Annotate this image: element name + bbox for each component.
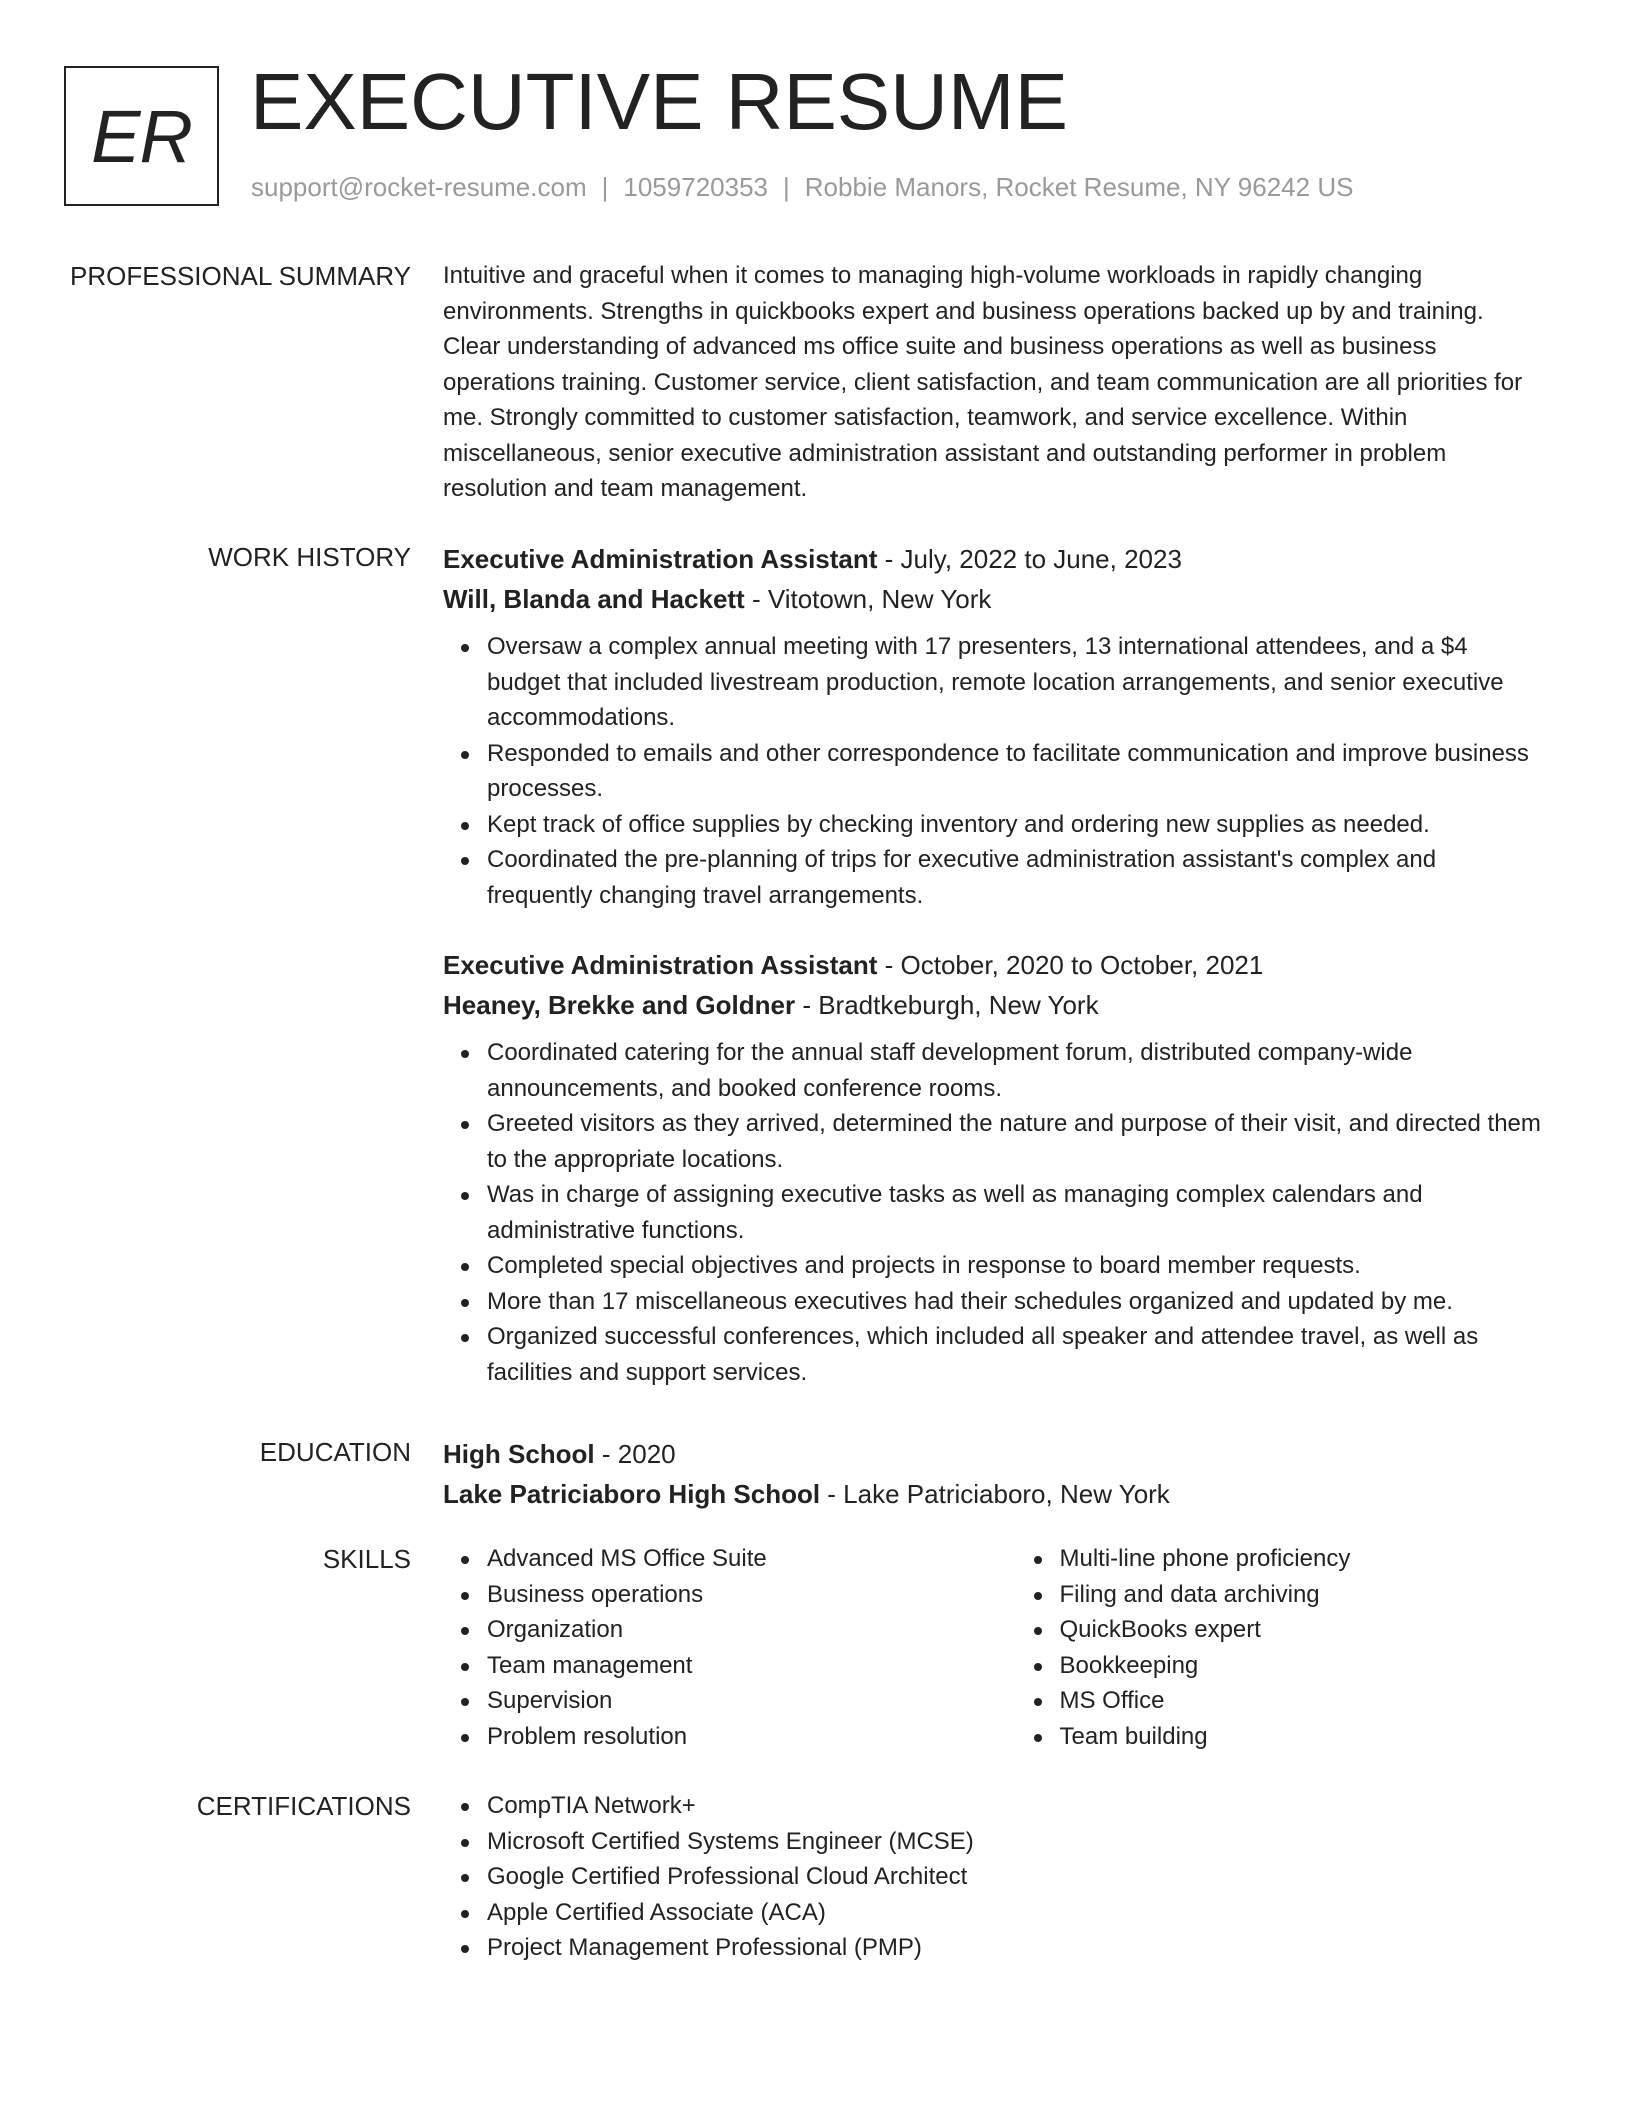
job-bullets: [443, 1035, 1543, 1390]
education-school: Lake Patriciaboro High School: [443, 1479, 821, 1509]
job-entry: [443, 945, 1543, 1390]
education-degree: High School: [443, 1439, 595, 1469]
certification-item: Google Certified Professional Cloud Architect: [487, 1859, 1543, 1895]
certification-item: Project Management Professional (PMP): [487, 1930, 1543, 1966]
certifications-list: [443, 1788, 1543, 1966]
page-title: EXECUTIVE RESUME: [250, 57, 1068, 146]
list-item: Oversaw a complex annual meeting with 17 presenters, 13 international attendees, and a $4 budget that included livestream production, remote location arrangements, and senior executive accommodations.: [487, 629, 1543, 736]
job-company-line: [443, 985, 1543, 1025]
job-title: Executive Administration Assistant: [443, 544, 878, 574]
section-label-summary: PROFESSIONAL SUMMARY: [70, 261, 411, 291]
job-dates: - October, 2020 to October, 2021: [877, 950, 1264, 980]
skill-item: Team building: [1060, 1719, 1544, 1755]
contact-separator: |: [783, 172, 790, 202]
skills-list-right: [1016, 1541, 1544, 1754]
section-label-education: EDUCATION: [259, 1437, 411, 1467]
job-bullets: [443, 629, 1543, 913]
job-title-line: [443, 539, 1543, 579]
contact-email[interactable]: support@rocket-resume.com: [251, 172, 587, 202]
job-title: Executive Administration Assistant: [443, 950, 878, 980]
list-item: Responded to emails and other correspondence to facilitate communication and improve business processes.: [487, 736, 1543, 807]
skills-columns: [443, 1541, 1543, 1754]
education-degree-line: [443, 1434, 1543, 1474]
summary-text: Intuitive and graceful when it comes to managing high-volume workloads in rapidly changing environments. Strengths in quickbooks expert and business operations backed up by and training. Clear understanding of advanced ms office suite and business operations as well as business operations training. Customer service, client satisfaction, and team communication are all priorities for me. Strongly committed to customer satisfaction, teamwork, and service excellence. Within miscellaneous, senior executive administration assistant and outstanding performer in problem resolution and team management.: [443, 262, 1523, 502]
contact-line: [251, 172, 1353, 203]
section-label-skills: SKILLS: [322, 1544, 411, 1574]
skill-item: QuickBooks expert: [1060, 1612, 1544, 1648]
contact-separator: |: [601, 172, 609, 202]
list-item: More than 17 miscellaneous executives had their schedules organized and updated by me.: [487, 1284, 1543, 1320]
job-location: - Bradtkeburgh, New York: [795, 990, 1099, 1020]
skill-item: Business operations: [487, 1577, 971, 1613]
certification-item: Apple Certified Associate (ACA): [487, 1895, 1543, 1931]
certification-item: CompTIA Network+: [487, 1788, 1543, 1824]
skill-item: Problem resolution: [487, 1719, 971, 1755]
list-item: Completed special objectives and projects in response to board member requests.: [487, 1248, 1543, 1284]
certification-item: Microsoft Certified Systems Engineer (MCSE): [487, 1824, 1543, 1860]
skill-item: Bookkeeping: [1060, 1648, 1544, 1684]
contact-phone: 1059720353: [623, 172, 768, 202]
monogram-logo: ER: [64, 66, 219, 206]
list-item: Greeted visitors as they arrived, determined the nature and purpose of their visit, and directed them to the appropriate locations.: [487, 1106, 1543, 1177]
section-label-certifications: CERTIFICATIONS: [196, 1791, 411, 1821]
list-item: Organized successful conferences, which included all speaker and attendee travel, as well as facilities and support services.: [487, 1319, 1543, 1390]
job-dates: - July, 2022 to June, 2023: [877, 544, 1182, 574]
job-title-line: [443, 945, 1543, 985]
skill-item: Team management: [487, 1648, 971, 1684]
contact-address: Robbie Manors, Rocket Resume, NY 96242 US: [804, 172, 1354, 202]
job-company-line: [443, 579, 1543, 619]
skill-item: Multi-line phone proficiency: [1060, 1541, 1544, 1577]
section-label-work-history: WORK HISTORY: [208, 542, 411, 572]
education-school-line: [443, 1474, 1543, 1514]
education-location: - Lake Patriciaboro, New York: [820, 1479, 1170, 1509]
skill-item: Organization: [487, 1612, 971, 1648]
list-item: Kept track of office supplies by checking inventory and ordering new supplies as needed.: [487, 807, 1543, 843]
list-item: Coordinated catering for the annual staff development forum, distributed company-wide announcements, and booked conference rooms.: [487, 1035, 1543, 1106]
skills-list-left: [443, 1541, 971, 1754]
job-entry: [443, 539, 1543, 913]
job-company: Will, Blanda and Hackett: [443, 584, 745, 614]
skill-item: Supervision: [487, 1683, 971, 1719]
skill-item: Filing and data archiving: [1060, 1577, 1544, 1613]
list-item: Was in charge of assigning executive tasks as well as managing complex calendars and administrative functions.: [487, 1177, 1543, 1248]
job-location: - Vitotown, New York: [744, 584, 992, 614]
education-year: - 2020: [594, 1439, 676, 1469]
skill-item: Advanced MS Office Suite: [487, 1541, 971, 1577]
skill-item: MS Office: [1060, 1683, 1544, 1719]
job-company: Heaney, Brekke and Goldner: [443, 990, 796, 1020]
list-item: Coordinated the pre-planning of trips for executive administration assistant's complex and frequently changing travel arrangements.: [487, 842, 1543, 913]
